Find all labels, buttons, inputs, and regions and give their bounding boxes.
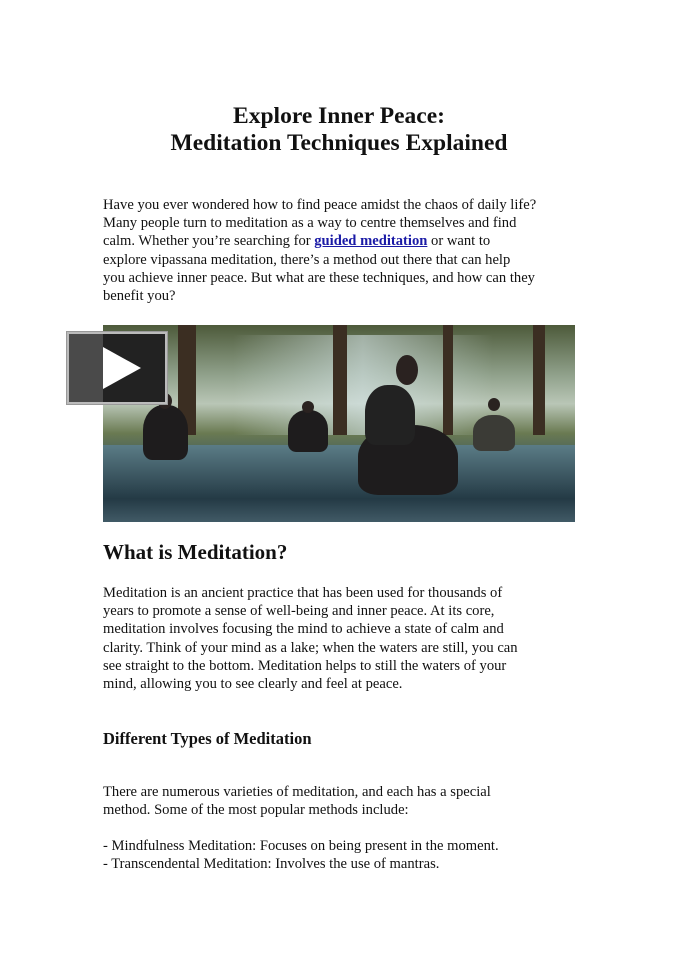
text-line: method. Some of the most popular methods include: xyxy=(103,802,409,819)
title-line-2: Meditation Techniques Explained xyxy=(170,130,508,156)
text-line: Meditation is an ancient practice that has been used for thousands of xyxy=(103,585,503,601)
text-line: years to promote a sense of well-being and inner peace. At its core, xyxy=(103,603,495,620)
play-icon xyxy=(103,347,141,389)
section-heading-types: Different Types of Meditation xyxy=(103,729,312,748)
text-line: mind, allowing you to see clearly and feel at peace. xyxy=(103,675,403,692)
meditation-hero-image xyxy=(103,325,575,522)
text-line: see straight to the bottom. Meditation helps to still the waters of your xyxy=(103,657,507,674)
text-line: explore vipassana meditation, there’s a method out there that can help xyxy=(103,251,511,268)
text-line: benefit you? xyxy=(103,287,176,304)
types-paragraph xyxy=(103,783,491,819)
text-line: clarity. Think of your mind as a lake; when the waters are still, you can xyxy=(103,639,518,656)
text-line: Have you ever wondered how to find peace amidst the chaos of daily life? xyxy=(103,197,537,213)
text-line: Many people turn to meditation as a way to centre themselves and find xyxy=(103,215,517,232)
text-line: you achieve inner peace. But what are these techniques, and how can they xyxy=(103,269,535,286)
text-line: calm. Whether you’re searching for guided meditation or want to xyxy=(103,233,491,250)
title-line-1: Explore Inner Peace: xyxy=(233,103,445,129)
guided-meditation-link[interactable]: guided meditation xyxy=(314,233,428,250)
video-play-button[interactable] xyxy=(67,332,167,404)
types-list xyxy=(103,837,499,873)
meditation-paragraph xyxy=(103,584,518,693)
section-heading-what-is-meditation: What is Meditation? xyxy=(103,540,288,564)
intro-paragraph xyxy=(103,196,536,305)
list-item: - Mindfulness Meditation: Focuses on being present in the moment. xyxy=(103,838,499,854)
text-line: meditation involves focusing the mind to achieve a state of calm and xyxy=(103,621,504,638)
page-title xyxy=(0,103,678,157)
text-line: There are numerous varieties of meditation, and each has a special xyxy=(103,784,491,800)
list-item: - Transcendental Meditation: Involves the use of mantras. xyxy=(103,856,440,873)
